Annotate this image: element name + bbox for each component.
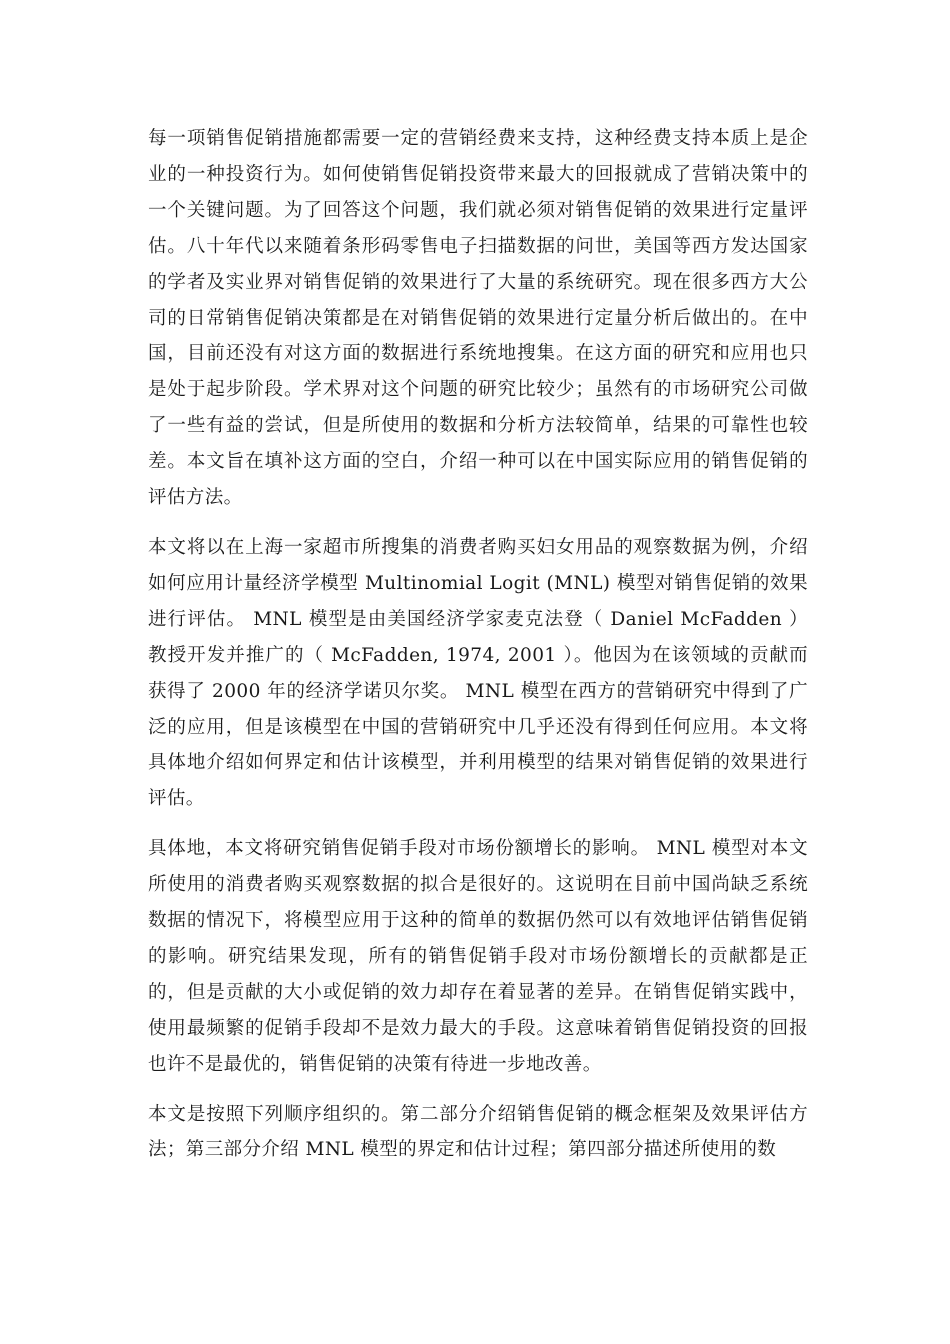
- document-body: [148, 121, 808, 1182]
- paragraph-4: 本文是按照下列顺序组织的。第二部分介绍销售促销的概念框架及效果评估方法；第三部分介绍 MNL 模型的界定和估计过程；第四部分描述所使用的数: [148, 1103, 808, 1161]
- paragraph-1: 每一项销售促销措施都需要一定的营销经费来支持，这种经费支持本质上是企业的一种投资行为。如何使销售促销投资带来最大的回报就成了营销决策中的一个关键问题。为了回答这个问题，我们就必须对销售促销的效果进行定量评估。八十年代以来随着条形码零售电子扫描数据的问世，美国等西方发达国家的学者及实业界对销售促销的效果进行了大量的系统研究。现在很多西方大公司的日常销售促销决策都是在对销售促销的效果进行定量分析后做出的。在中国，目前还没有对这方面的数据进行系统地搜集。在这方面的研究和应用也只是处于起步阶段。学术界对这个问题的研究比较少；虽然有的市场研究公司做了一些有益的尝试，但是所使用的数据和分析方法较简单，结果的可靠性也较差。本文旨在填补这方面的空白，介绍一种可以在中国实际应用的销售促销的评估方法。: [148, 128, 808, 509]
- paragraph-2: 本文将以在上海一家超市所搜集的消费者购买妇女用品的观察数据为例，介绍如何应用计量经济学模型 Multinomial Logit (MNL) 模型对销售促销的效果进行评估。 MNL 模型是由美国经济学家麦克法登（ Daniel McFadden ）教授开发并推广的（ McFadden, 1974, 2001 ）。他因为在该领域的贡献而获得了 2000 年的经济学诺贝尔奖。 MNL 模型在西方的营销研究中得到了广泛的应用，但是该模型在中国的营销研究中几乎还没有得到任何应用。本文将具体地介绍如何界定和估计该模型，并利用模型的结果对销售促销的效果进行评估。: [148, 536, 808, 810]
- paragraph-3: 具体地，本文将研究销售促销手段对市场份额增长的影响。 MNL 模型对本文所使用的消费者购买观察数据的拟合是很好的。这说明在目前中国尚缺乏系统数据的情况下，将模型应用于这种的简单的数据仍然可以有效地评估销售促销的影响。研究结果发现，所有的销售促销手段对市场份额增长的贡献都是正的，但是贡献的大小或促销的效力却存在着显著的差异。在销售促销实践中，使用最频繁的促销手段却不是效力最大的手段。这意味着销售促销投资的回报也许不是最优的，销售促销的决策有待进一步地改善。: [148, 838, 808, 1075]
